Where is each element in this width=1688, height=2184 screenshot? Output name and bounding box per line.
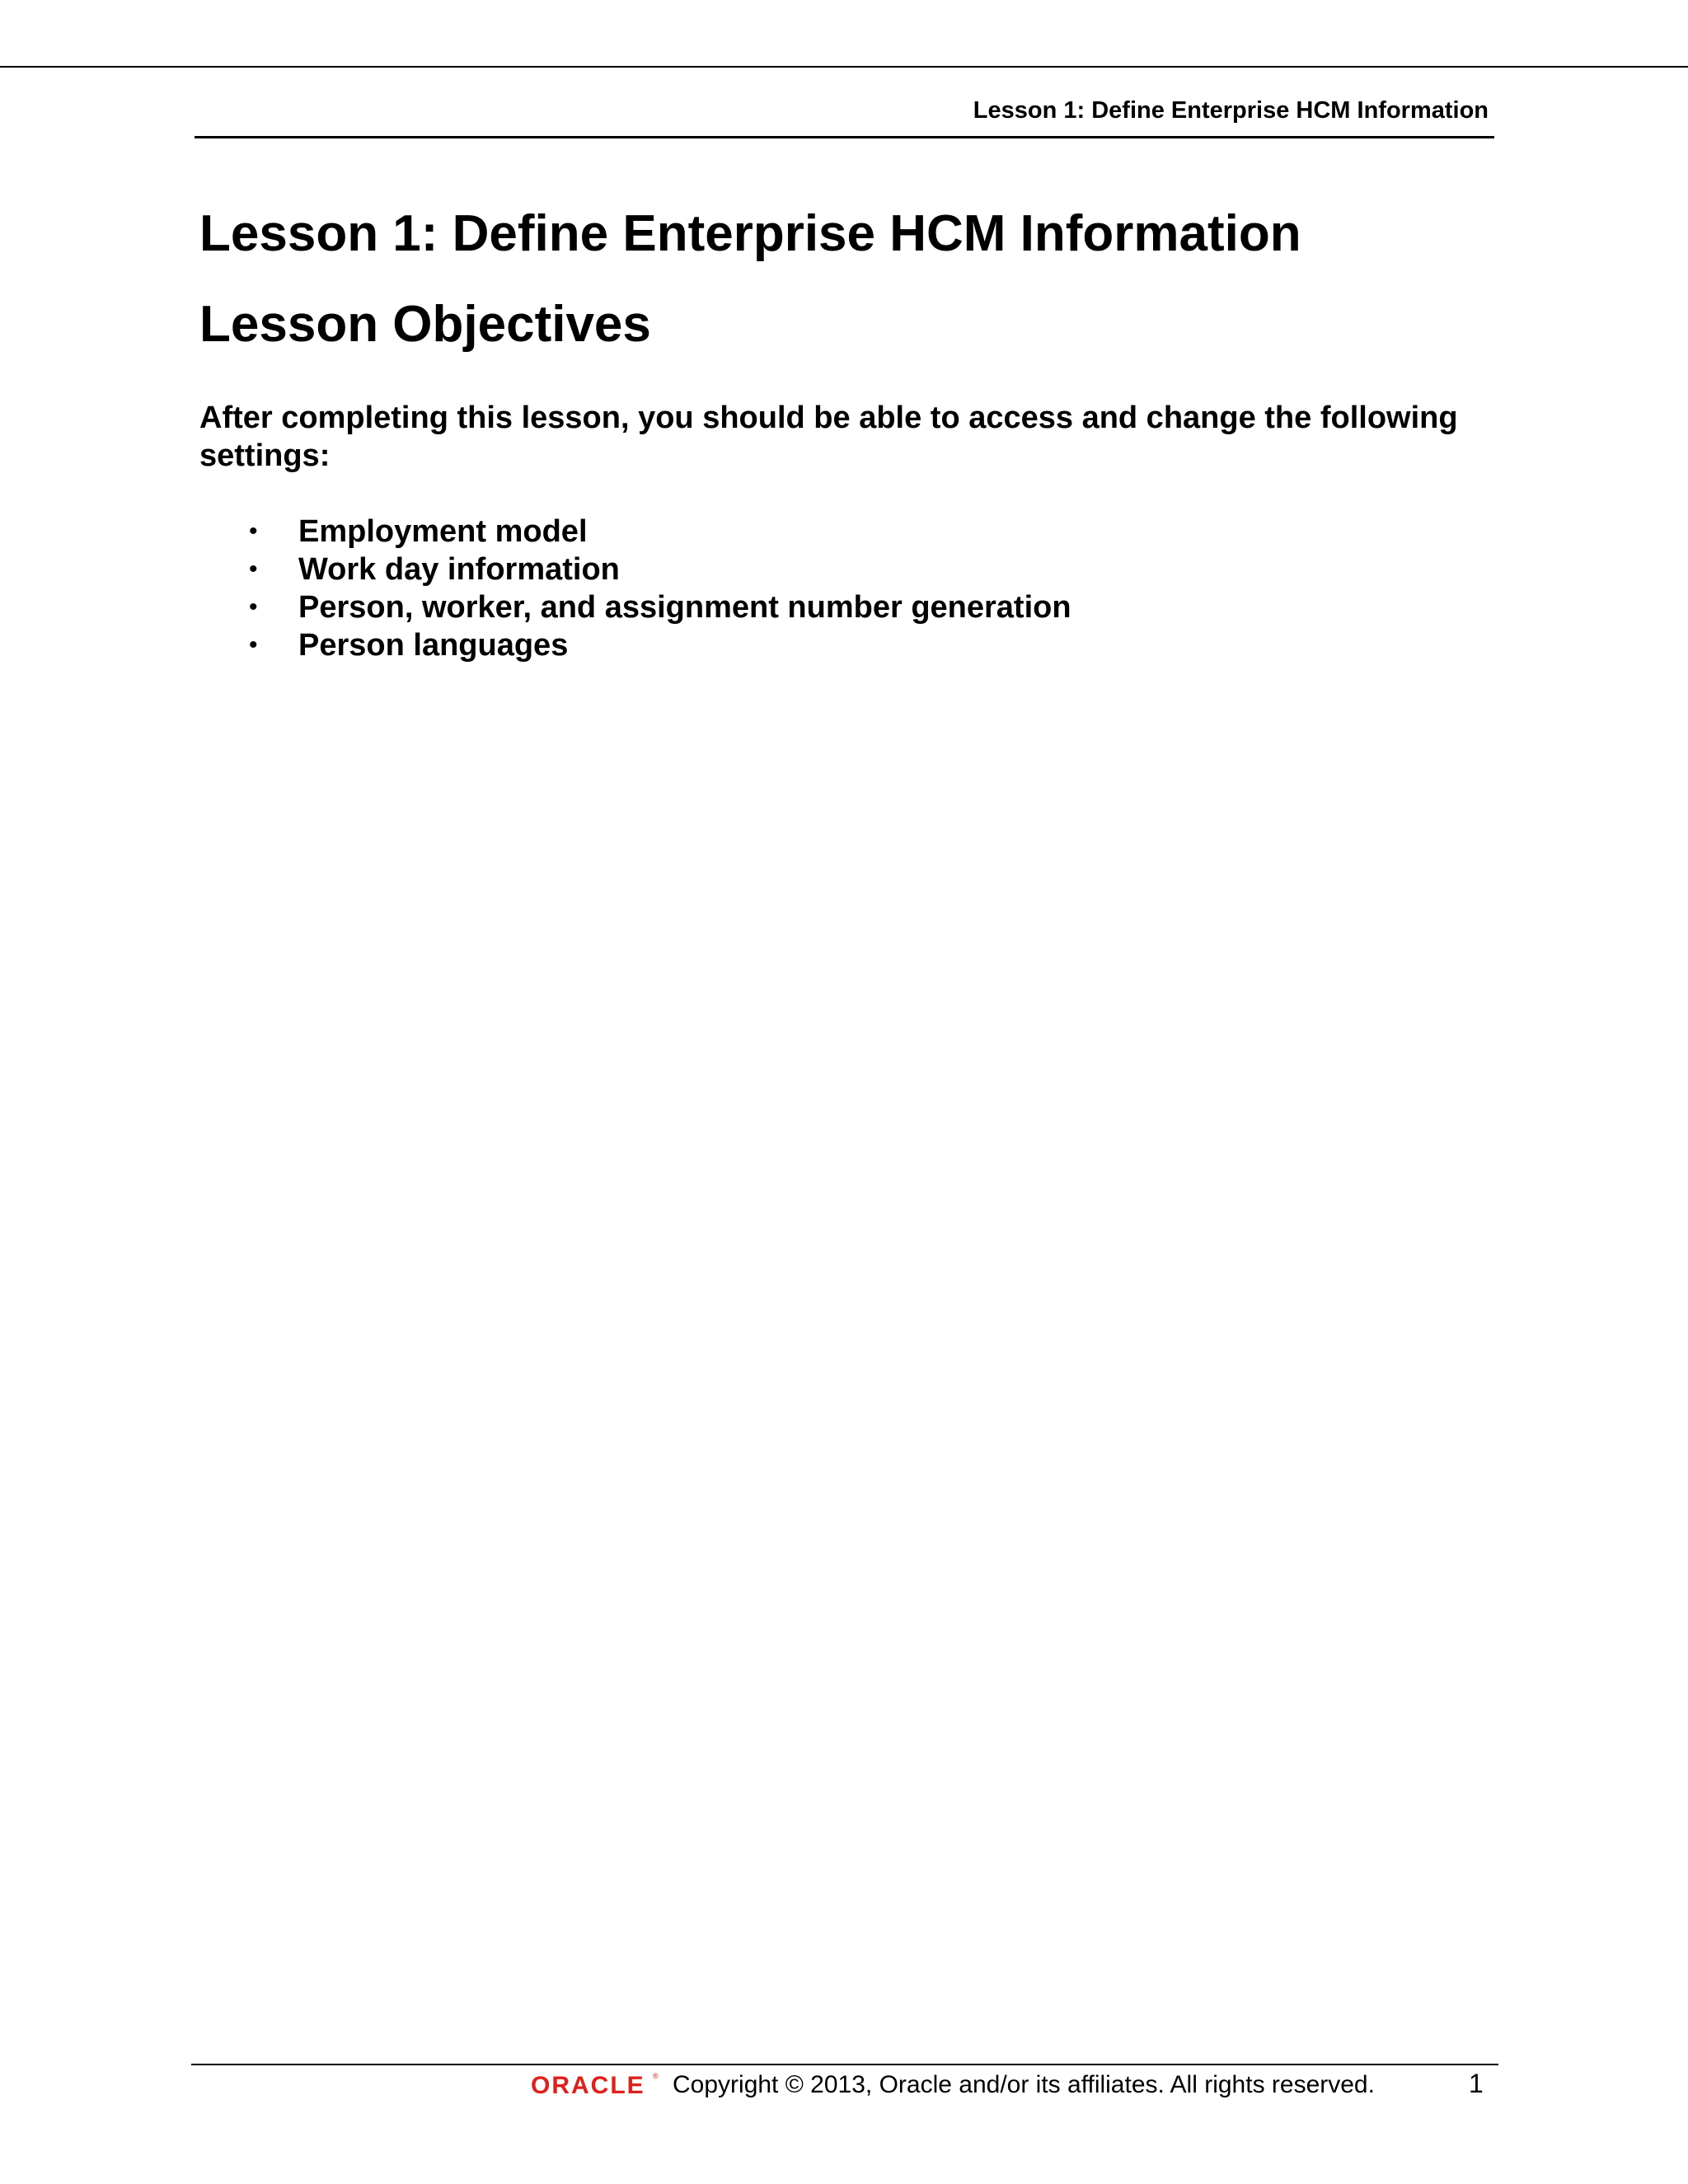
copyright-notice: Copyright © 2013, Oracle and/or its affiliates. All rights reserved. [673, 2071, 1375, 2098]
bullet-icon: • [249, 593, 258, 621]
list-item [199, 626, 1071, 664]
running-header: Lesson 1: Define Enterprise HCM Information [973, 97, 1489, 124]
objective-label: Person languages [298, 628, 569, 663]
bullet-icon: • [249, 518, 258, 545]
list-item [199, 513, 1071, 551]
registered-mark-icon: ® [653, 2072, 659, 2080]
oracle-logo [529, 2067, 661, 2103]
objectives-list [199, 513, 1071, 664]
footer-rule [191, 2064, 1498, 2065]
list-item [199, 588, 1071, 626]
top-page-rule [0, 66, 1688, 68]
page-title: Lesson 1: Define Enterprise HCM Information [199, 205, 1301, 262]
intro-paragraph: After completing this lesson, you should be able to access and change the following settings: [199, 401, 1458, 473]
objective-label: Employment model [298, 514, 588, 549]
objective-label: Work day information [298, 552, 620, 587]
page-number: 1 [1469, 2069, 1484, 2098]
section-title: Lesson Objectives [199, 296, 651, 353]
header-rule [195, 136, 1494, 138]
bullet-icon: • [249, 555, 258, 583]
objective-label: Person, worker, and assignment number generation [298, 590, 1071, 625]
bullet-icon: • [249, 631, 258, 658]
list-item [199, 551, 1071, 588]
oracle-logo-text: ORACLE [531, 2072, 645, 2099]
